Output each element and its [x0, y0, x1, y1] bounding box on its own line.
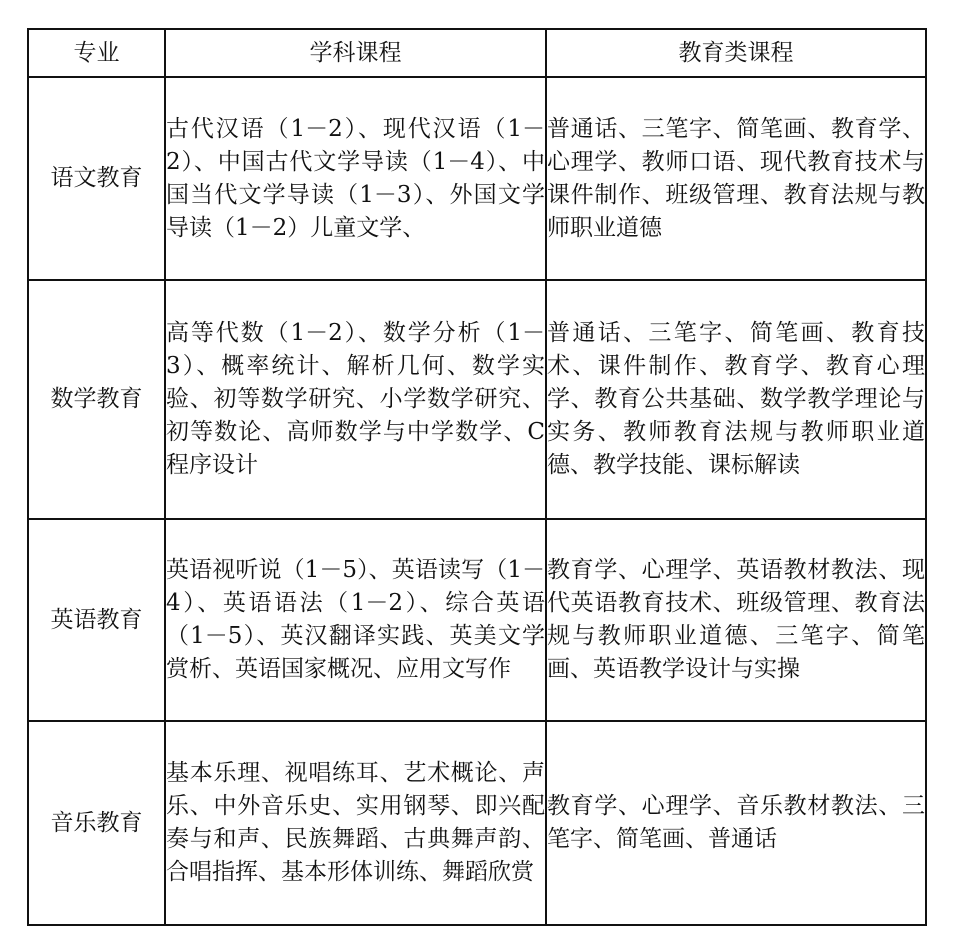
- subject-courses-cell: 高等代数（1－2）、数学分析（1－3）、概率统计、解析几何、数学实验、初等数学研究、小学数学研究、初等数论、高师数学与中学数学、C 程序设计: [165, 280, 546, 519]
- education-courses-cell: 普通话、三笔字、简笔画、教育技术、课件制作、教育学、教育心理学、教育公共基础、数学教学理论与实务、教师教育法规与教师职业道德、教学技能、课标解读: [546, 280, 926, 519]
- table-row: [28, 77, 926, 280]
- header-major: 专业: [28, 29, 165, 77]
- subject-courses-cell: 古代汉语（1－2）、现代汉语（1－2）、中国古代文学导读（1－4）、中国当代文学导读（1－3）、外国文学导读（1－2）儿童文学、: [165, 77, 546, 280]
- subject-courses-cell: 基本乐理、视唱练耳、艺术概论、声乐、中外音乐史、实用钢琴、即兴配奏与和声、民族舞蹈、古典舞声韵、合唱指挥、基本形体训练、舞蹈欣赏: [165, 721, 546, 925]
- major-cell: 语文教育: [28, 77, 165, 280]
- header-subject-courses: 学科课程: [165, 29, 546, 77]
- subject-courses-cell: 英语视听说（1－5）、英语读写（1－4）、英语语法（1－2）、综合英语（1－5）、英汉翻译实践、英美文学赏析、英语国家概况、应用文写作: [165, 519, 546, 721]
- header-row: [28, 29, 926, 77]
- major-cell: 英语教育: [28, 519, 165, 721]
- education-courses-cell: 普通话、三笔字、简笔画、教育学、心理学、教师口语、现代教育技术与课件制作、班级管理、教育法规与教师职业道德: [546, 77, 926, 280]
- table-header: [28, 29, 926, 77]
- education-courses-cell: 教育学、心理学、音乐教材教法、三笔字、简笔画、普通话: [546, 721, 926, 925]
- table-body: [28, 77, 926, 925]
- table-row: [28, 280, 926, 519]
- curriculum-table: [27, 28, 927, 926]
- education-courses-cell: 教育学、心理学、英语教材教法、现代英语教育技术、班级管理、教育法规与教师职业道德、三笔字、简笔画、英语教学设计与实操: [546, 519, 926, 721]
- table-row: [28, 721, 926, 925]
- major-cell: 音乐教育: [28, 721, 165, 925]
- major-cell: 数学教育: [28, 280, 165, 519]
- header-education-courses: 教育类课程: [546, 29, 926, 77]
- table-row: [28, 519, 926, 721]
